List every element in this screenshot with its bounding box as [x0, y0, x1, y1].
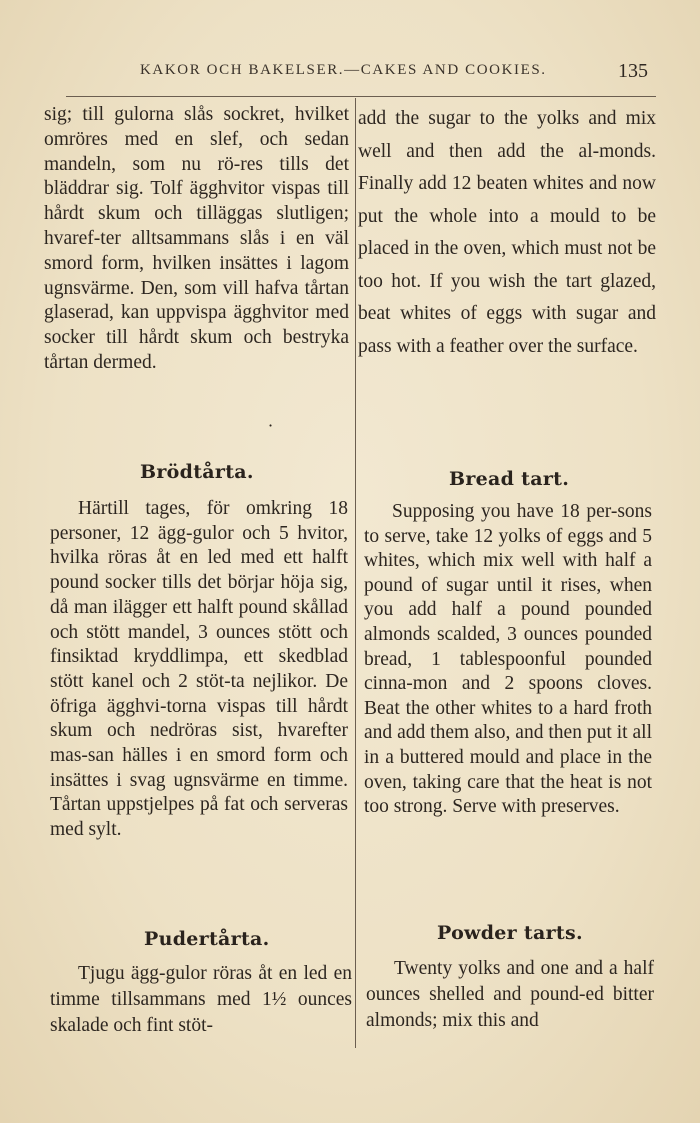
left-column-intro: [44, 103, 349, 376]
header-rule: [66, 96, 656, 97]
page-header: [60, 62, 658, 90]
swedish-intro-paragraph: sig; till gulorna slås sockret, hvilket omröres med en slef, och sedan mandeln, som nu rö-res tills det bläddrar sig. Tolf ägghvitor vispas till hårdt skum och tilläggas slutligen; hvaref-ter alltsammans slås i en väl smord form, hvilken insättes i lagom ugnsvärme. Den, som vill hafva tårtan glaserad, kan uppvispa ägghvitor med socker till hårdt skum och bestryka tårtan dermed.: [44, 104, 349, 373]
running-title: KAKOR OCH BAKELSER.—CAKES AND COOKIES.: [140, 62, 547, 78]
right-column-intro: [358, 103, 656, 363]
column-divider: [355, 98, 356, 1048]
powder-tarts-paragraph: Twenty yolks and one and a half ounces shelled and pound-ed bitter almonds; mix this and: [366, 958, 654, 1031]
heading-powder-tarts: Powder tarts.: [437, 922, 583, 944]
page-number: 135: [618, 60, 648, 82]
pudertarta-recipe: [50, 961, 352, 1039]
heading-brodtarta: Brödtårta.: [140, 461, 254, 483]
bread-tart-recipe: [364, 500, 652, 820]
heading-bread-tart: Bread tart.: [449, 468, 570, 490]
brodtarta-paragraph: Härtill tages, för omkring 18 personer, 12 ägg-gulor och 5 hvitor, hvilka röras åt en led med ett halft pound socker tills det börjar höja sig, då man ilägger ett halft pound skållad och stött mandel, 3 ounces stött och finsiktad kryddlimpa, ett skedblad stött kanel och 2 stöt-ta nejlikor. De öfriga ägghvi-torna vispas till hårdt skum och nedröras sist, hvarefter mas-san hälles i en smord form och insättes i svag ugnsvärme en timme. Tårtan uppstjelpes på fat och serveras med sylt.: [50, 498, 348, 841]
brodtarta-recipe: [50, 497, 348, 843]
heading-pudertarta: Pudertårta.: [144, 928, 270, 950]
powder-tarts-recipe: [366, 956, 654, 1034]
pudertarta-paragraph: Tjugu ägg-gulor röras åt en led en timme tillsammans med 1½ ounces skalade och fint stöt-: [50, 963, 352, 1036]
ornament-dot: ·: [268, 416, 274, 435]
bread-tart-paragraph: Supposing you have 18 per-sons to serve, take 12 yolks of eggs and 5 whites, which mix well with half a pound of sugar until it rises, when you add half a pound pounded almonds scalded, 3 ounces pounded bread, 1 tablespoonful pounded cinna-mon and 2 spoons cloves. Beat the other whites to a hard froth and add them also, and then put it all in a buttered mould and place in the oven, taking care that the heat is not too strong. Serve with preserves.: [364, 501, 652, 818]
english-intro-paragraph: add the sugar to the yolks and mix well and then add the al-monds. Finally add 12 beaten whites and now put the whole into a mould to be placed in the oven, which must not be too hot. If you wish the tart glazed, beat whites of eggs with sugar and pass with a feather over the surface.: [358, 108, 656, 357]
